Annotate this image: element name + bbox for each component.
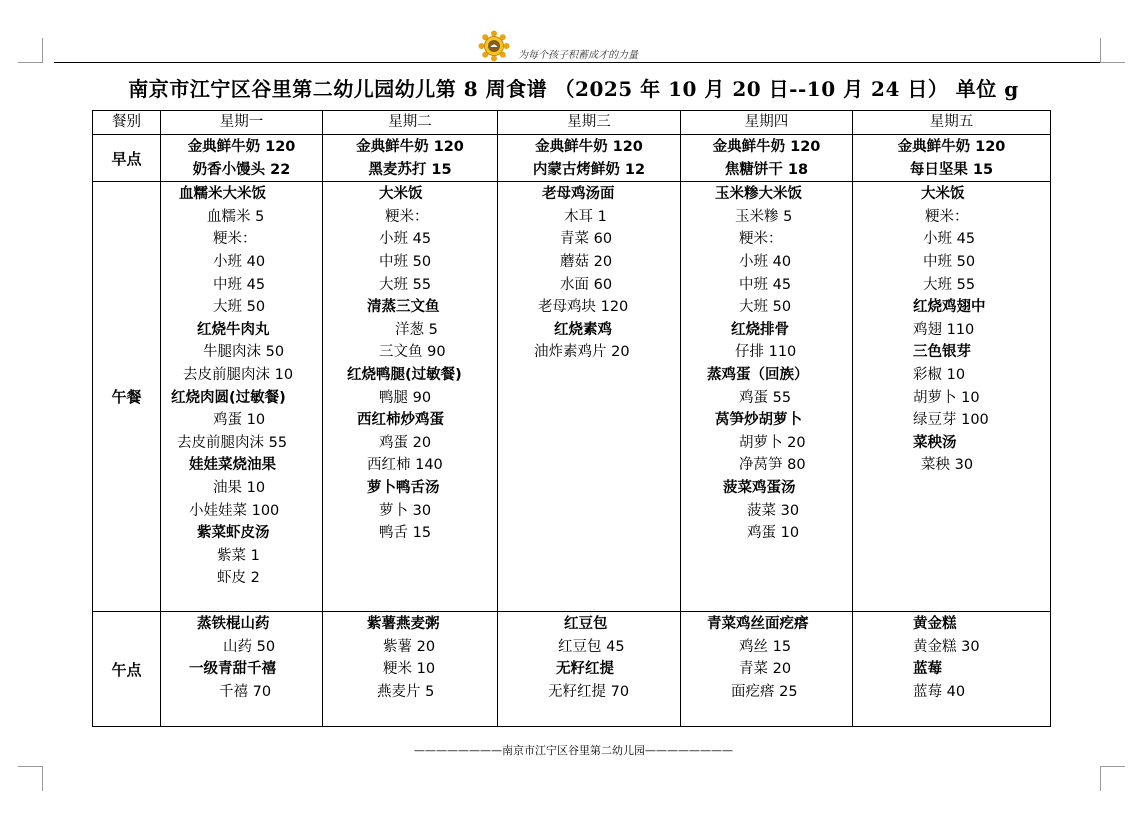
menu-cell xyxy=(498,182,681,612)
ingredient-line: 鸡丝 15 xyxy=(739,638,792,655)
ingredient-line: 大班 50 xyxy=(739,299,792,316)
dish-name: 萝卜鸭舌汤 xyxy=(367,479,440,496)
ingredient-line: 西红柿 140 xyxy=(367,457,443,474)
dish-name: 蒸铁棍山药 xyxy=(197,616,270,633)
dish-name: 金典鲜牛奶 120 xyxy=(535,139,643,155)
header-rule xyxy=(54,62,1100,63)
ingredient-line: 紫菜 1 xyxy=(217,547,260,564)
ingredient-line: 蘑菇 20 xyxy=(560,253,613,270)
dish-name: 娃娃菜烧油果 xyxy=(189,457,276,474)
ingredient-line: 绿豆芽 100 xyxy=(913,412,989,429)
ingredient-line: 血糯米 5 xyxy=(207,208,265,225)
ingredient-line: 鸡翅 110 xyxy=(913,321,975,338)
menu-cell xyxy=(681,612,853,727)
ingredient-line: 胡萝卜 20 xyxy=(739,434,806,451)
dish-name: 三色银芽 xyxy=(913,344,971,361)
table-row xyxy=(93,135,1051,182)
dish-name: 老母鸡汤面 xyxy=(542,186,615,203)
table-row xyxy=(93,612,1051,727)
menu-cell xyxy=(853,612,1051,727)
dish-name: 奶香小馒头 22 xyxy=(192,161,291,178)
ingredient-line: 萝卜 30 xyxy=(379,502,432,519)
ingredient-line: 去皮前腿肉沫 55 xyxy=(177,434,288,451)
menu-cell xyxy=(323,182,498,612)
dish-name: 金典鲜牛奶 120 xyxy=(356,139,464,155)
table-row xyxy=(93,182,1051,612)
menu-cell xyxy=(161,612,323,727)
crop-mark-top-left xyxy=(18,38,43,63)
ingredient-line: 鸡蛋 10 xyxy=(747,525,800,542)
weekly-menu-table xyxy=(92,110,1051,727)
ingredient-line: 彩椒 10 xyxy=(913,366,966,383)
ingredient-line: 油果 10 xyxy=(213,479,266,496)
dish-name: 血糯米大米饭 xyxy=(179,186,266,203)
day-header-tue: 星期二 xyxy=(323,111,498,135)
ingredient-line: 小娃娃菜 100 xyxy=(189,502,280,519)
ingredient-line: 中班 45 xyxy=(739,276,792,293)
menu-cell xyxy=(323,135,498,182)
dish-name: 每日坚果 15 xyxy=(909,161,994,178)
dish-name: 蒸鸡蛋（回族） xyxy=(707,366,809,383)
ingredient-line: 燕麦片 5 xyxy=(377,683,435,700)
menu-cell xyxy=(853,135,1051,182)
menu-cell xyxy=(681,182,853,612)
dish-name: 焦糖饼干 18 xyxy=(724,161,809,178)
dish-name: 红烧鸭腿(过敏餐) xyxy=(347,366,462,383)
page-title: 南京市江宁区谷里第二幼儿园幼儿第 8 周食谱 （2025 年 10 月 20 日--10 月 24 日） 单位 g xyxy=(128,77,1019,101)
dish-name: 红烧鸡翅中 xyxy=(913,299,986,316)
dish-name: 黑麦苏打 15 xyxy=(368,161,452,178)
ingredient-line: 中班 50 xyxy=(379,253,432,270)
ingredient-line: 胡萝卜 10 xyxy=(913,389,980,406)
dish-name: 金典鲜牛奶 120 xyxy=(187,139,296,155)
meal-label-snack: 午点 xyxy=(93,612,161,727)
ingredient-line: 粳米： xyxy=(925,208,969,225)
ingredient-line: 大班 55 xyxy=(379,276,432,293)
meal-label-breakfast: 早点 xyxy=(93,135,161,182)
crop-mark-bottom-right xyxy=(1100,766,1125,791)
dish-name: 菠菜鸡蛋汤 xyxy=(723,479,796,496)
menu-cell xyxy=(498,612,681,727)
day-header-wed: 星期三 xyxy=(498,111,681,135)
menu-cell xyxy=(161,135,323,182)
ingredient-line: 中班 50 xyxy=(923,253,976,270)
dish-name: 大米饭 xyxy=(921,186,965,203)
page-footer: ————————南京市江宁区谷里第二幼儿园———————— xyxy=(414,744,733,757)
ingredient-line: 粳米： xyxy=(213,231,257,248)
ingredient-line: 山药 50 xyxy=(223,638,276,655)
ingredient-line: 鸡蛋 20 xyxy=(379,434,432,451)
ingredient-line: 菠菜 30 xyxy=(747,502,800,519)
dish-name: 内蒙古烤鲜奶 12 xyxy=(532,161,646,178)
ingredient-line: 菜秧 30 xyxy=(921,457,974,474)
dish-name: 金典鲜牛奶 120 xyxy=(712,139,821,155)
dish-name: 蓝莓 xyxy=(913,661,942,678)
sunflower-icon xyxy=(478,30,510,62)
ingredient-line: 大班 55 xyxy=(923,276,976,293)
ingredient-line: 玉米糁 5 xyxy=(735,208,793,225)
ingredient-line: 面疙瘩 25 xyxy=(731,683,798,700)
ingredient-line: 粳米： xyxy=(739,231,783,248)
dish-name: 红烧肉圆(过敏餐) xyxy=(171,389,286,406)
day-header-thu: 星期四 xyxy=(681,111,853,135)
ingredient-line: 青菜 20 xyxy=(739,661,792,678)
ingredient-line: 青菜 60 xyxy=(560,231,613,248)
ingredient-line: 鸡蛋 10 xyxy=(213,412,266,429)
ingredient-line: 粳米： xyxy=(385,208,429,225)
dish-name: 红豆包 xyxy=(564,616,608,633)
ingredient-line: 小班 45 xyxy=(923,231,976,248)
dish-name: 莴笋炒胡萝卜 xyxy=(715,412,802,429)
table-header-row xyxy=(93,111,1051,135)
ingredient-line: 去皮前腿肉沫 10 xyxy=(183,366,294,383)
corner-header: 餐别 xyxy=(93,111,161,135)
dish-name: 红烧素鸡 xyxy=(554,321,612,338)
ingredient-line: 紫薯 20 xyxy=(383,638,436,655)
ingredient-line: 红豆包 45 xyxy=(558,638,625,655)
menu-cell xyxy=(161,182,323,612)
ingredient-line: 鸭舌 15 xyxy=(379,525,432,542)
ingredient-line: 黄金糕 30 xyxy=(913,638,980,655)
ingredient-line: 虾皮 2 xyxy=(217,570,260,587)
ingredient-line: 洋葱 5 xyxy=(395,321,438,338)
ingredient-line: 鸭腿 90 xyxy=(379,389,432,406)
ingredient-line: 老母鸡块 120 xyxy=(538,299,629,316)
dish-name: 红烧排骨 xyxy=(731,321,789,338)
ingredient-line: 鸡蛋 55 xyxy=(739,389,792,406)
ingredient-line: 蓝莓 40 xyxy=(913,683,966,700)
day-header-mon: 星期一 xyxy=(161,111,323,135)
header-slogan: 为每个孩子积蓄成才的力量 xyxy=(518,49,638,61)
ingredient-line: 小班 40 xyxy=(213,253,266,270)
ingredient-line: 净莴笋 80 xyxy=(739,457,806,474)
menu-cell xyxy=(853,182,1051,612)
ingredient-line: 无籽红提 70 xyxy=(548,683,630,700)
menu-cell xyxy=(323,612,498,727)
dish-name: 大米饭 xyxy=(379,186,423,203)
ingredient-line: 牛腿肉沫 50 xyxy=(203,344,285,361)
page-header xyxy=(478,30,638,62)
dish-name: 无籽红提 xyxy=(556,661,614,678)
meal-label-lunch: 午餐 xyxy=(93,182,161,612)
crop-mark-top-right xyxy=(1100,38,1125,63)
dish-name: 红烧牛肉丸 xyxy=(197,321,270,338)
ingredient-line: 中班 45 xyxy=(213,276,266,293)
ingredient-line: 大班 50 xyxy=(213,299,266,316)
ingredient-line: 木耳 1 xyxy=(564,208,607,225)
ingredient-line: 千禧 70 xyxy=(219,683,272,700)
menu-cell xyxy=(681,135,853,182)
dish-name: 一级青甜千禧 xyxy=(189,661,276,678)
dish-name: 黄金糕 xyxy=(913,616,957,633)
dish-name: 青菜鸡丝面疙瘩 xyxy=(707,616,809,633)
dish-name: 金典鲜牛奶 120 xyxy=(897,139,1006,155)
crop-mark-bottom-left xyxy=(18,766,43,791)
dish-name: 菜秧汤 xyxy=(913,434,957,451)
ingredient-line: 仔排 110 xyxy=(735,344,797,361)
dish-name: 玉米糁大米饭 xyxy=(715,186,802,203)
ingredient-line: 小班 45 xyxy=(379,231,432,248)
dish-name: 紫菜虾皮汤 xyxy=(197,525,270,542)
ingredient-line: 三文鱼 90 xyxy=(379,344,446,361)
menu-cell xyxy=(498,135,681,182)
dish-name: 西红柿炒鸡蛋 xyxy=(357,412,444,429)
ingredient-line: 油炸素鸡片 20 xyxy=(534,344,630,361)
dish-name: 清蒸三文鱼 xyxy=(367,299,440,316)
ingredient-line: 水面 60 xyxy=(560,276,613,293)
dish-name: 紫薯燕麦粥 xyxy=(367,616,440,633)
day-header-fri: 星期五 xyxy=(853,111,1051,135)
ingredient-line: 小班 40 xyxy=(739,253,792,270)
ingredient-line: 粳米 10 xyxy=(383,661,436,678)
